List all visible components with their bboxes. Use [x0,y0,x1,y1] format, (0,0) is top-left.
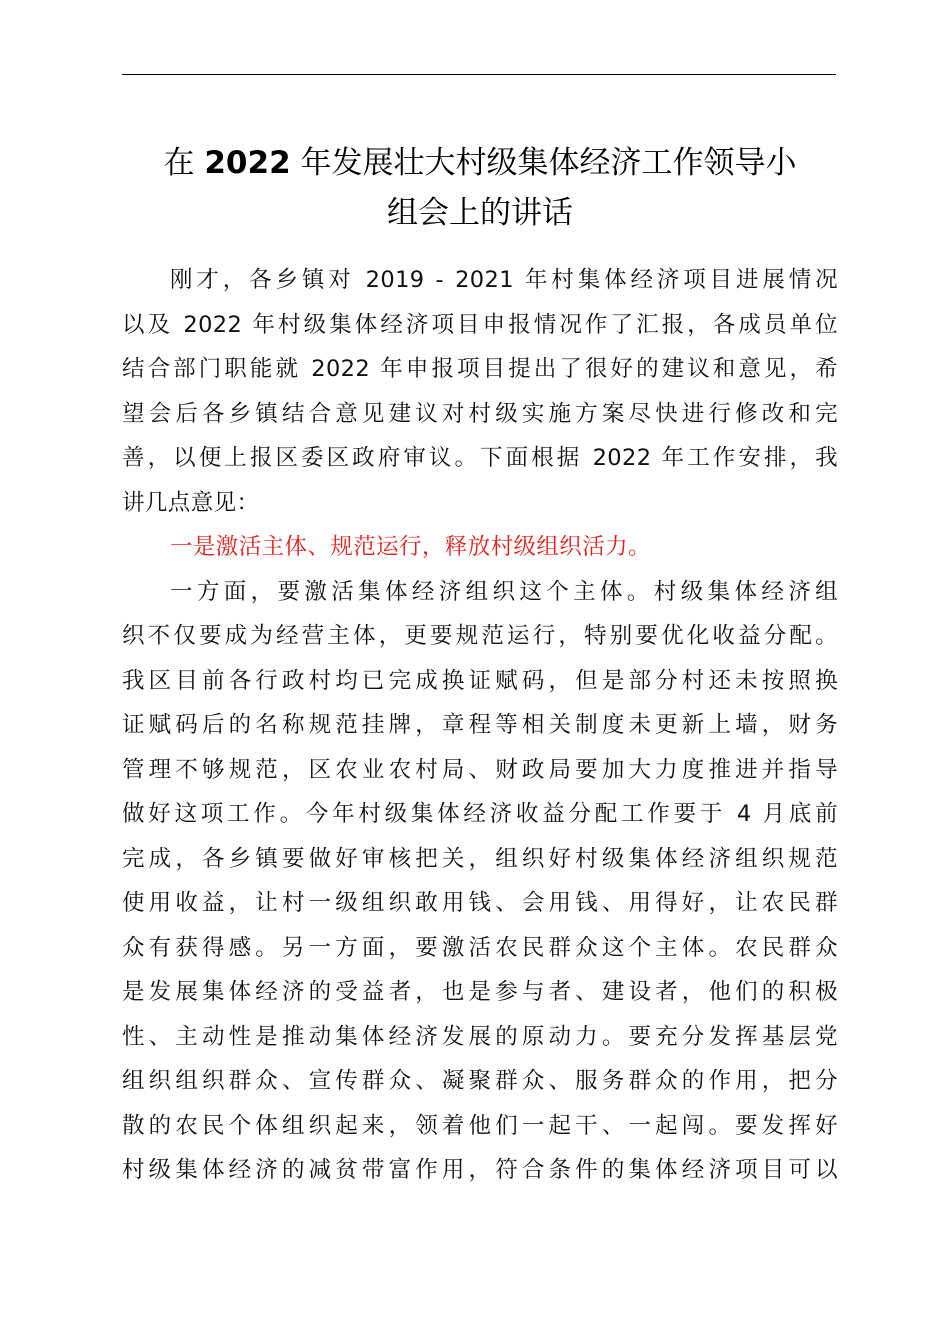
paragraph-line: 刚才，各乡镇对 2019 - 2021 年村集体经济项目进展情况 [170,267,838,293]
paragraph-line: 组织组织群众、宣传群众、凝聚群众、服务群众的作用，把分 [122,1068,838,1094]
paragraph-line: 我区目前各行政村均已完成换证赋码，但是部分村还未按照换 [122,667,838,694]
paragraph-line: 望会后各乡镇结合意见建议对村级实施方案尽快进行修改和完 [122,400,838,427]
paragraph-line: 证赋码后的名称规范挂牌，章程等相关制度未更新上墙，财务 [122,712,838,738]
paragraph-line: 是发展集体经济的受益者，也是参与者、建设者，他们的积极 [122,979,838,1005]
title-year: 2022 [204,145,291,181]
title-line-2: 组会上的讲话 [387,195,573,231]
paragraph-line: 众有获得感。另一方面，要激活农民群众这个主体。农民群众 [122,934,838,961]
title-rest: 年发展壮大村级集体经济工作领导小 [300,145,797,181]
paragraph-line: 性、主动性是推动集体经济发展的原动力。要充分发挥基层党 [122,1023,838,1050]
title-prefix: 在 [163,145,195,181]
paragraph-line: 使用收益，让村一级组织敢用钱、会用钱、用得好，让农民群 [122,890,838,916]
paragraph-line: 管理不够规范，区农业农村局、财政局要加大力度推进并指导 [122,756,838,783]
paragraph-line: 村级集体经济的减贫带富作用，符合条件的集体经济项目可以 [122,1157,838,1183]
document-title [110,138,850,238]
paragraph-line: 一方面，要激活集体经济组织这个主体。村级集体经济组 [170,578,838,605]
header-rule [122,74,836,75]
paragraph-line: 散的农民个体组织起来，领着他们一起干、一起闯。要发挥好 [122,1112,838,1139]
paragraph-line: 完成，各乡镇要做好审核把关，组织好村级集体经济组织规范 [122,845,838,872]
paragraph-line: 结合部门职能就 2022 年申报项目提出了很好的建议和意见，希 [122,356,838,382]
paragraph-line: 做好这项工作。今年村级集体经济收益分配工作要于 4 月底前 [122,801,838,827]
paragraph-line: 以及 2022 年村级集体经济项目申报情况作了汇报，各成员单位 [122,311,838,338]
paragraph-line: 善，以便上报区委区政府审议。下面根据 2022 年工作安排，我 [122,445,838,471]
paragraph-line: 织不仅要成为经营主体，更要规范运行，特别要优化收益分配。 [122,623,838,649]
section-heading: 一是激活主体、规范运行，释放村级组织活力。 [170,534,651,560]
paragraph-line: 讲几点意见： [122,489,260,516]
document-body [122,258,838,1193]
